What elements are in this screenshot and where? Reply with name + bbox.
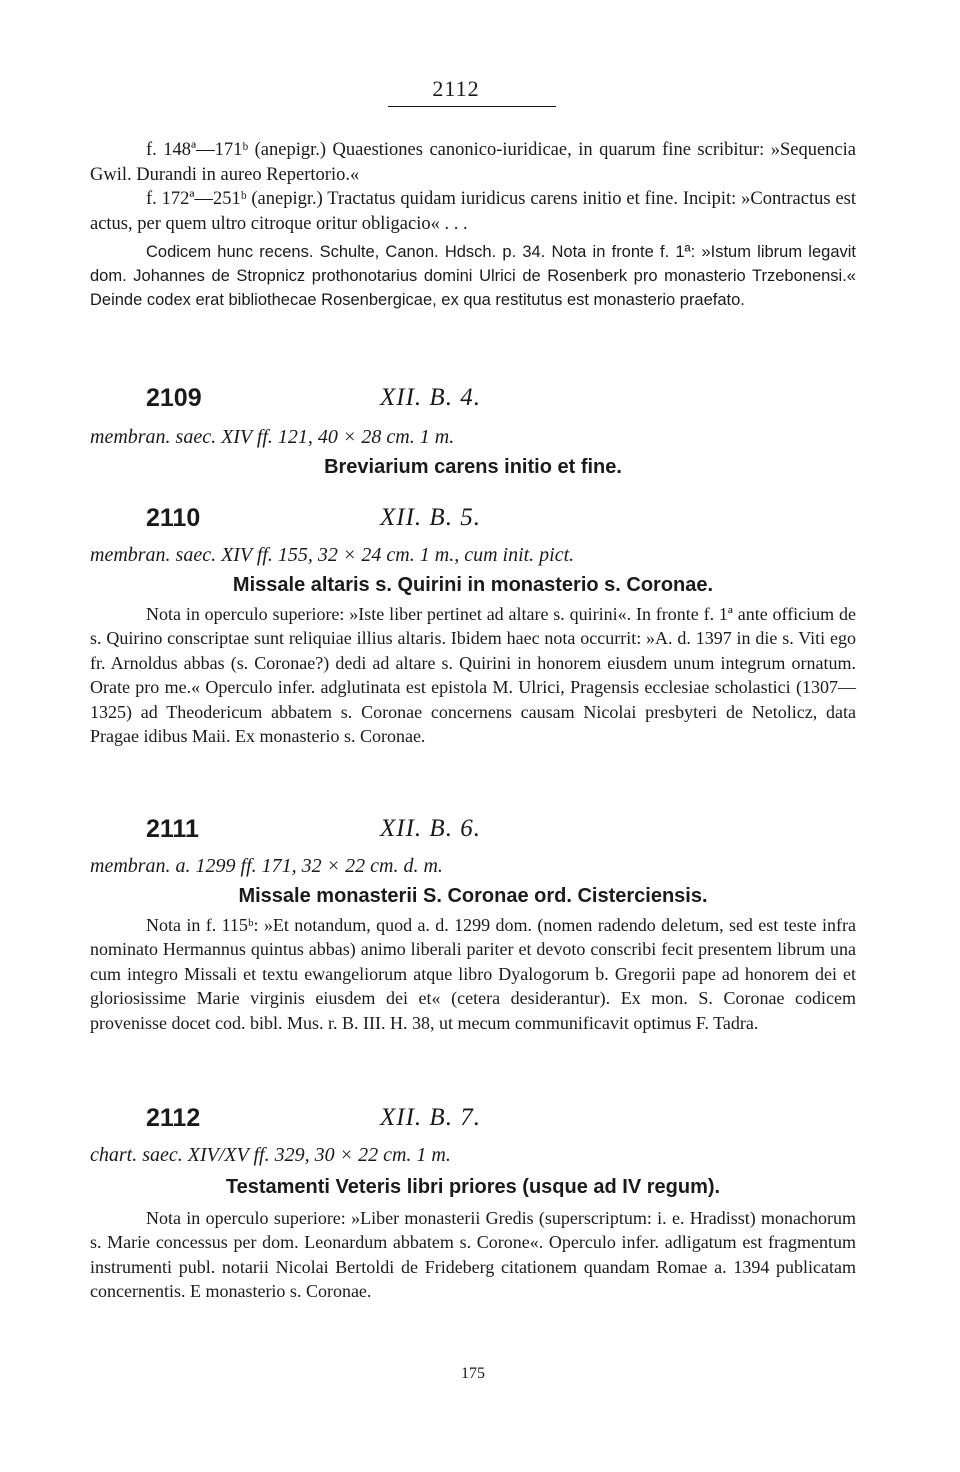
entry-note-text: Nota in operculo superiore: »Iste liber pertinet ad altare s. quirini«. In fronte f. 1ª ante officium de s. Quirino conscriptae sunt reliquiae illius altaris. Ibidem haec nota occurrit: »A. d. 1397 in die s. Viti ego fr. Arnoldus abbas (s. Coronae?) dedi ad altare s. Quirini in honorem eiusdem unum integrum ornatum. Orate pro me.« Operculo infer. adglutinata est epistola M. Ulrici, Pragensis ecclesiae scholastici (1307—1325) ad Theodericum abbatem s. Coronae concernens causam Nicolai presbyteri de Netolicz, data Pragae idibus Maii. Ex monasterio s. Coronae. [90,604,856,747]
entry-2110-head [90,504,856,544]
entry-note-text: Nota in operculo superiore: »Liber monasterii Gredis (superscriptum: i. e. Hradisst) monachorum s. Marie concessus per dom. Leonardum abbatem s. Corone«. Operculo infer. adligatum est fragmentum instrumenti publ. notarii Nicolai Bertoldi de Frideberg citationem quandam Romae a. 1394 publicatam concernentis. E monasterio s. Coronae. [90,1208,856,1302]
entry-number: 2109 [146,384,202,412]
entry-2110-description: membran. saec. XIV ff. 155, 32 × 24 cm. 1 m., cum init. pict. [90,544,575,566]
entry-2109-head [90,384,856,424]
continuation-note: Codicem hunc recens. Schulte, Canon. Hdsch. p. 34. Nota in fronte f. 1ª: »Istum librum legavit dom. Johannes de Stropnicz prothonotarius domini Ulrici de Rosenberk pro monasterio Trzebonensi.« Deinde codex erat bibliothecae Rosenbergicae, ex qua restitutus est monasterio praefato. [90,243,856,309]
page-number: 175 [461,1365,485,1382]
continuation-line-1: f. 148ª—171ᵇ (anepigr.) Quaestiones canonico-iuridicae, in quarum fine scribitur: »Sequencia Gwil. Durandi in aureo Repertorio.« [90,140,856,185]
entry-2111-description: membran. a. 1299 ff. 171, 32 × 22 cm. d. m. [90,855,443,877]
running-head: 2112 [432,76,480,101]
entry-2112-note [90,1206,856,1304]
entry-number: 2111 [146,815,199,843]
entry-2112-head [90,1104,856,1144]
head-rule [388,106,556,107]
continuation-line-2: f. 172ª—251ᵇ (anepigr.) Tractatus quidam iuridicus carens initio et fine. Incipit: »Contractus est actus, per quem ultro citroque oritur obligacio« . . . [90,189,856,234]
entry-2111-note [90,913,856,1035]
shelfmark: XII. B. 6. [380,815,481,842]
entry-2112-title: Testamenti Veteris libri priores (usque ad IV regum). [225,1176,721,1198]
entry-2112-description: chart. saec. XIV/XV ff. 329, 30 × 22 cm. 1 m. [90,1144,451,1166]
entry-2109-title: Breviarium carens initio et fine. [324,456,622,478]
entry-2109-description: membran. saec. XIV ff. 121, 40 × 28 cm. 1 m. [90,426,455,448]
entry-2110-note [90,602,856,748]
entry-number: 2112 [146,1104,201,1132]
entry-note-text: Nota in f. 115ᵇ: »Et notandum, quod a. d. 1299 dom. (nomen radendo deletum, sed est teste infra nominato Hermannus quintus abbas) animo liberali pariter et devoto conscribi fecit presentem librum una cum integro Missali et textu ewangeliorum atque libro Dyalogorum b. Gregorii pape ad honorem dei et gloriosissime Marie virginis eiusdem dei et« (cetera desiderantur). Ex mon. S. Coronae codicem provenisse docet cod. bibl. Mus. r. B. III. H. 38, ut mecum communificavit optimus F. Tadra. [90,915,856,1033]
continuation-block [90,138,856,312]
shelfmark: XII. B. 4. [380,384,481,411]
entry-2111-head [90,815,856,855]
entry-number: 2110 [146,504,201,532]
entry-2110-title: Missale altaris s. Quirini in monasterio s. Coronae. [232,574,714,596]
shelfmark: XII. B. 5. [380,504,481,531]
shelfmark: XII. B. 7. [380,1104,481,1131]
entry-2111-title: Missale monasterii S. Coronae ord. Cisterciensis. [238,885,708,907]
